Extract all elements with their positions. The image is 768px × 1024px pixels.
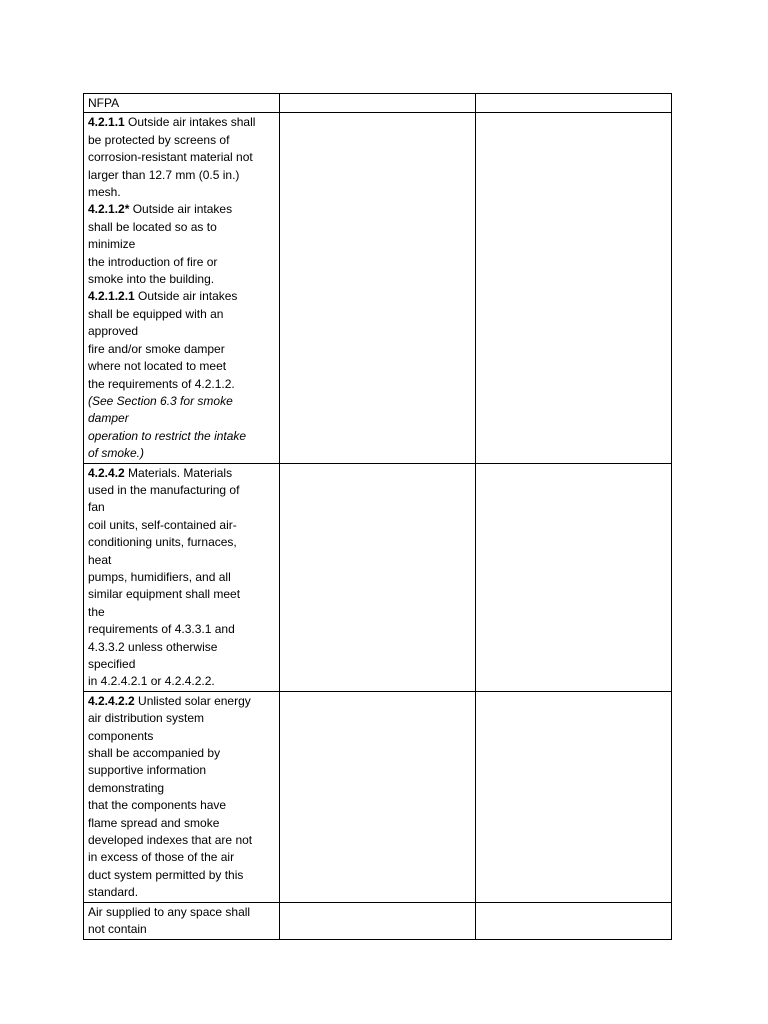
text-line: smoke into the building. [88, 272, 215, 287]
empty-cell [476, 691, 672, 902]
empty-cell [476, 902, 672, 939]
text-line: corrosion-resistant material not [88, 150, 253, 165]
text-line: the [88, 604, 105, 619]
text-line: fire and/or smoke damper [88, 341, 225, 356]
text-line: fan [88, 500, 105, 515]
empty-cell [280, 113, 476, 463]
text-line: mesh. [88, 185, 121, 200]
section-text: Outside air intakes [134, 289, 238, 304]
section-number: 4.2.4.2.2 [88, 693, 135, 708]
text-line: larger than 12.7 mm (0.5 in.) [88, 167, 240, 182]
text-line: Air supplied to any space shall [88, 904, 251, 919]
empty-cell [476, 94, 672, 113]
section-number: 4.2.1.2.1 [88, 289, 135, 304]
empty-cell [280, 691, 476, 902]
empty-cell [280, 94, 476, 113]
text-line: requirements of 4.3.3.1 and [88, 622, 235, 637]
text-line: similar equipment shall meet [88, 587, 241, 602]
note-line: operation to restrict the intake [88, 428, 247, 443]
text-line: air distribution system [88, 711, 205, 726]
table-row [84, 902, 672, 939]
text-line: standard. [88, 885, 139, 900]
text-line: developed indexes that are not [88, 833, 253, 848]
section-text: Outside air intakes [129, 202, 233, 217]
note-line: (See Section 6.3 for smoke [88, 393, 233, 408]
text-line: that the components have [88, 798, 227, 813]
section-number: 4.2.4.2 [88, 465, 125, 480]
text-line: shall be located so as to [88, 219, 217, 234]
text-line: shall be accompanied by [88, 746, 221, 761]
text-line [88, 114, 275, 131]
header-label: NFPA [88, 96, 120, 110]
requirement-cell [84, 902, 280, 939]
text-line [88, 201, 275, 218]
section-number: 4.2.1.1 [88, 115, 125, 130]
text-line: in excess of those of the air [88, 850, 235, 865]
empty-cell [280, 902, 476, 939]
requirements-table [83, 93, 672, 940]
empty-cell [476, 463, 672, 691]
requirement-cell [84, 691, 280, 902]
header-cell [84, 94, 280, 113]
text-line: in 4.2.4.2.1 or 4.2.4.2.2. [88, 674, 215, 689]
text-line: components [88, 728, 154, 743]
text-line: demonstrating [88, 780, 165, 795]
text-line: specified [88, 657, 136, 671]
section-number: 4.2.1.2* [88, 202, 130, 217]
section-text: Unlisted solar energy [134, 693, 251, 708]
text-line: not contain [88, 922, 147, 937]
empty-cell [280, 463, 476, 691]
text-line: minimize [88, 237, 136, 252]
note-line: damper [88, 411, 129, 426]
text-line: heat [88, 552, 112, 567]
text-line: the introduction of fire or [88, 254, 218, 269]
table-row [84, 463, 672, 691]
empty-cell [476, 113, 672, 463]
text-line: 4.3.3.2 unless otherwise [88, 639, 218, 654]
text-line: the requirements of 4.2.1.2. [88, 376, 235, 391]
text-line: be protected by screens of [88, 132, 230, 147]
note-line: of smoke.) [88, 446, 145, 461]
text-line: pumps, humidifiers, and all [88, 569, 231, 584]
table-row [84, 113, 672, 463]
text-line [88, 693, 275, 710]
text-line: approved [88, 324, 139, 339]
text-line: where not located to meet [88, 359, 227, 374]
requirement-cell [84, 463, 280, 691]
table-row [84, 94, 672, 113]
requirement-cell [84, 113, 280, 463]
text-line: shall be equipped with an [88, 306, 224, 321]
section-text: Outside air intakes shall [124, 115, 256, 130]
text-line: coil units, self-contained air- [88, 517, 237, 532]
text-line: duct system permitted by this [88, 867, 244, 882]
table-row [84, 691, 672, 902]
text-line: flame spread and smoke [88, 815, 220, 830]
text-line: used in the manufacturing of [88, 482, 240, 497]
text-line [88, 465, 275, 482]
text-line: conditioning units, furnaces, [88, 535, 237, 550]
section-text: Materials. Materials [124, 465, 233, 480]
text-line [88, 288, 275, 305]
text-line: supportive information [88, 763, 207, 778]
